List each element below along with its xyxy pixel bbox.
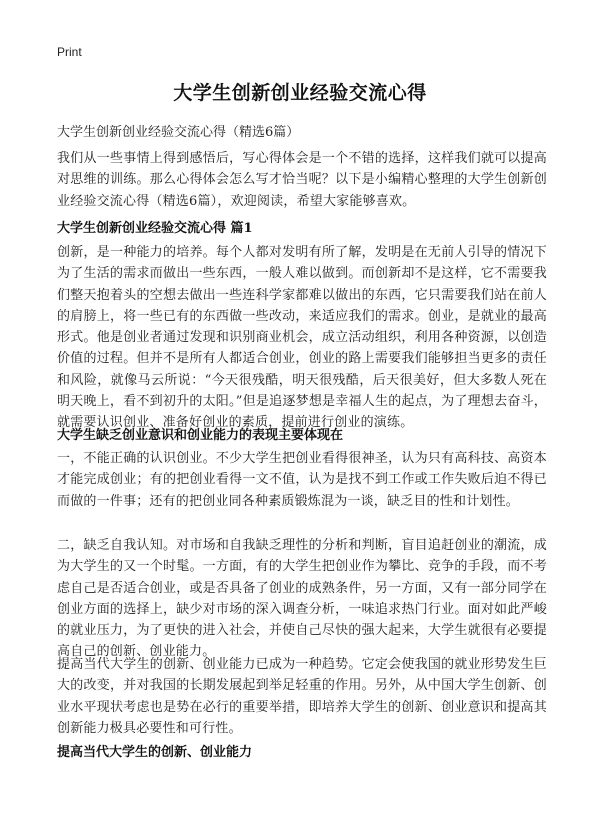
section-heading-1: 大学生创新创业经验交流心得 篇1 bbox=[57, 221, 253, 236]
print-link[interactable]: Print bbox=[57, 45, 82, 59]
section-2-paragraph-3: 提高当代大学生的创新、创业能力已成为一种趋势。它定会使我国的就业形势发生巨大的改变，并对我国的长期发展起到举足轻重的作用。另外，从中国大学生创新、创业水平现状考虑也是势在必行的重要举措，即培养大学生的创新、创业意识和提高其创新能力极具必要性和可行性。 bbox=[57, 657, 547, 736]
document-subtitle: 大学生创新创业经验交流心得（精选6篇） bbox=[57, 125, 300, 140]
section-heading-3: 提高当代大学生的创新、创业能力 bbox=[57, 745, 253, 760]
page-title: 大学生创新创业经验交流心得 bbox=[173, 82, 427, 104]
section-heading-2: 大学生缺乏创业意识和创业能力的表现主要体现在 bbox=[57, 428, 344, 443]
section-2-paragraph-1: 一，不能正确的认识创业。不少大学生把创业看得很神圣，认为只有高科技、高资本才能完成创业；有的把创业看得一文不值，认为是找不到工作或工作失败后迫不得已而做的一件事；还有的把创业同各种素质锻炼混为一谈，缺乏目的性和计划性。 bbox=[57, 451, 547, 509]
section-2-paragraph-2: 二，缺乏自我认知。对市场和自我缺乏理性的分析和判断，盲目追赶创业的潮流，成为大学生的又一个时髦。一方面，有的大学生把创业作为攀比、竞争的手段，而不考虑自己是否适合创业，或是否具备了创业的成熟条件，另一方面，又有一部分同学在创业方面的选择上，缺少对市场的深入调查分析，一味追求热门行业。面对如此严峻的就业压力，为了更快的进入社会，并使自己尽快的强大起来，大学生就很有必要提高自己的创新、创业能力。 bbox=[57, 538, 547, 660]
intro-paragraph: 我们从一些事情上得到感悟后，写心得体会是一个不错的选择，这样我们就可以提高对思维的训练。那么心得体会怎么写才恰当呢？以下是小编精心整理的大学生创新创业经验交流心得（精选6篇），欢迎阅读，希望大家能够喜欢。 bbox=[57, 151, 547, 209]
section-1-paragraph: 创新，是一种能力的培养。每个人都对发明有所了解，发明是在无前人引导的情况下为了生活的需求而做出一些东西，一般人难以做到。而创新却不是这样，它不需要我们整天抱着头的空想去做出一些连科学家都难以做出的东西，它只需要我们站在前人的肩膀上，将一些已有的东西做一些改动，来适应我们的需求。创业，是就业的最高形式。他是创业者通过发现和识别商业机会，成立活动组织，利用各种资源，以创造价值的过程。但并不是所有人都适合创业，创业的路上需要我们能够担当更多的责任和风险，就像马云所说：“今天很残酷，明天很残酷，后天很美好，但大多数人死在明天晚上，看不到初升的太阳。”但是追逐梦想是幸福人生的起点，为了理想去奋斗，就需要认识创业、准备好创业的素质，提前进行创业的演练。 bbox=[57, 245, 547, 431]
